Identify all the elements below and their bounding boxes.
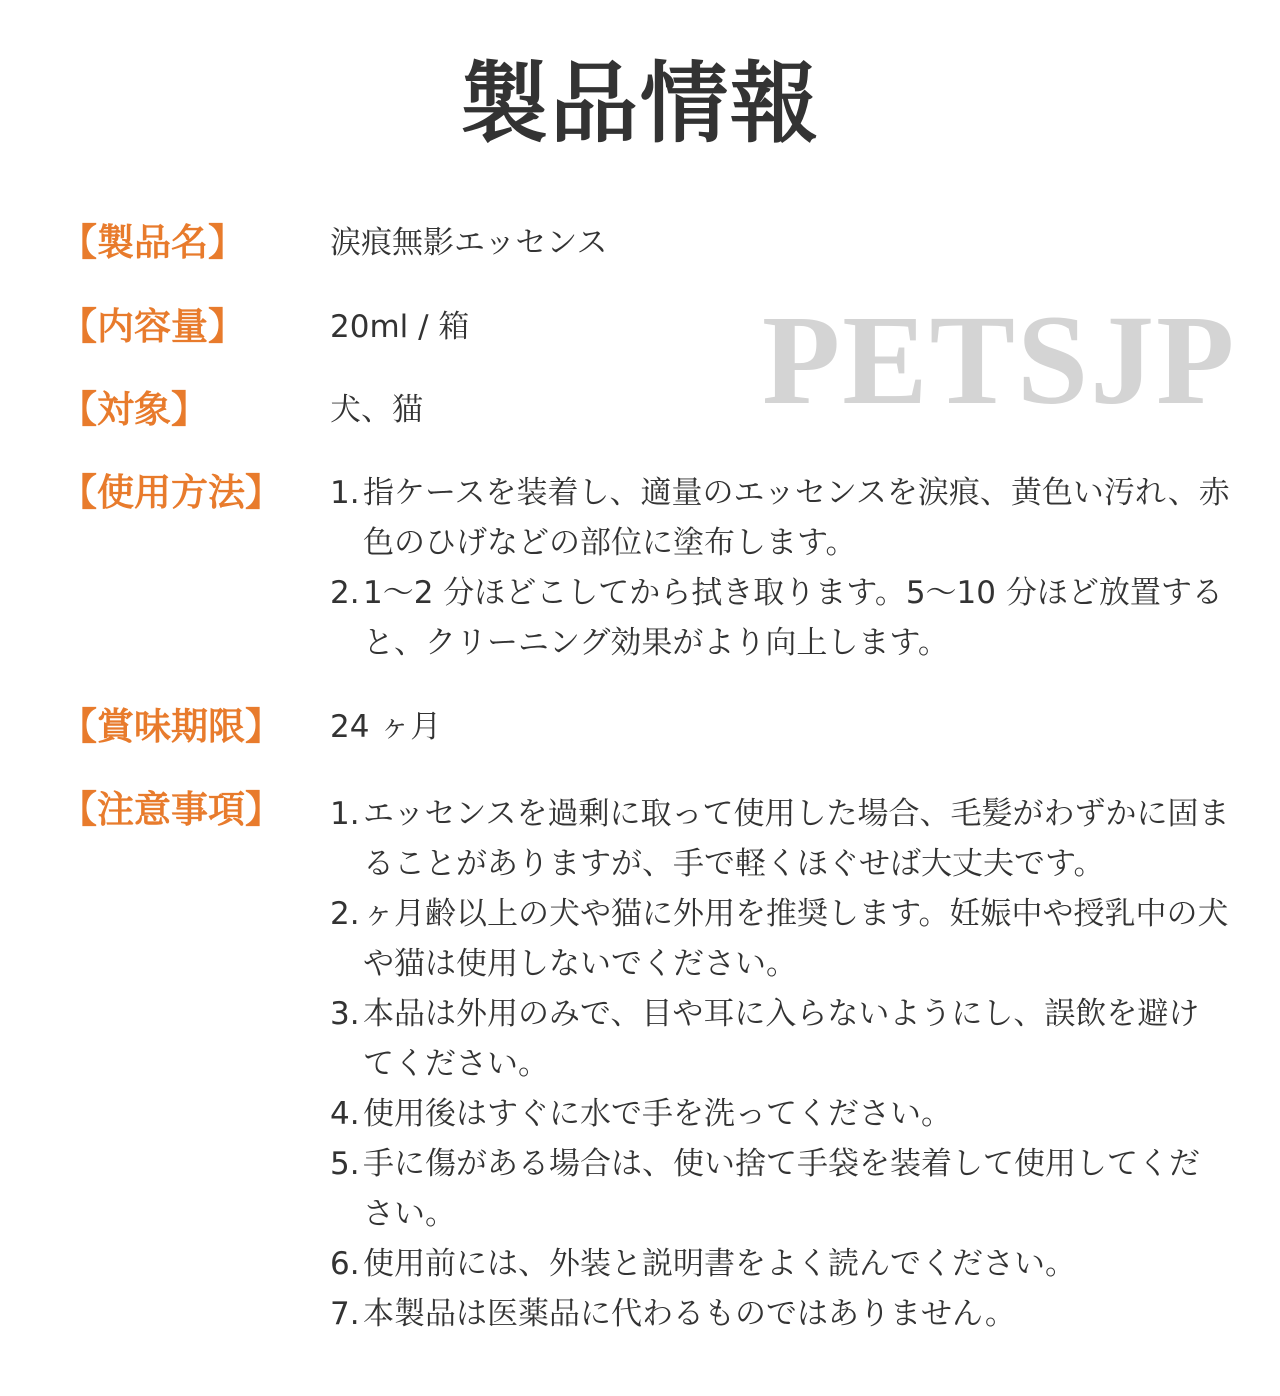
row-value: 涙痕無影エッセンス <box>330 225 608 261</box>
row-label: 【製品名】 <box>60 221 245 264</box>
list-item: 2. 1～2 分ほどこしてから拭き取ります。5～10 分ほど放置すると、クリーニング効果がより向上します。 <box>330 575 1223 661</box>
watermark-logo: PETSJP <box>762 289 1237 431</box>
list-item: 4. 使用後はすぐに水で手を洗ってください。 <box>330 1096 952 1132</box>
page-title: 製品情報 <box>459 52 820 155</box>
list-item: 1. 指ケースを装着し、適量のエッセンスを涙痕、黄色い汚れ、赤色のひげなどの部位に塗布します。 <box>330 475 1230 561</box>
row-label: 【賞味期限】 <box>60 705 282 748</box>
list-item: 3. 本品は外用のみで、目や耳に入らないようにし、誤飲を避けてください。 <box>330 996 1200 1082</box>
list-item: 6. 使用前には、外装と説明書をよく読んでください。 <box>330 1246 1076 1282</box>
precautions-list <box>330 789 1230 1339</box>
list-item: 1. エッセンスを過剰に取って使用した場合、毛髪がわずかに固まることがありますが、手で軽くほぐせば大丈夫です。 <box>330 796 1230 882</box>
list-item: 7. 本製品は医薬品に代わるものではありません。 <box>330 1296 1016 1332</box>
list-item: 5. 手に傷がある場合は、使い捨て手袋を装着して使用してください。 <box>330 1146 1200 1232</box>
row-label: 【内容量】 <box>60 305 245 348</box>
list-item: 2. ヶ月齢以上の犬や猫に外用を推奨します。妊娠中や授乳中の犬や猫は使用しないでください。 <box>330 896 1229 982</box>
row-label: 【使用方法】 <box>60 471 282 514</box>
row-value: 20ml / 箱 <box>330 309 470 345</box>
row-label: 【注意事項】 <box>60 788 282 831</box>
usage-list <box>330 468 1230 668</box>
row-value: 犬、猫 <box>330 392 423 428</box>
row-value: 24 ヶ月 <box>330 709 442 745</box>
row-label: 【対象】 <box>60 388 208 431</box>
